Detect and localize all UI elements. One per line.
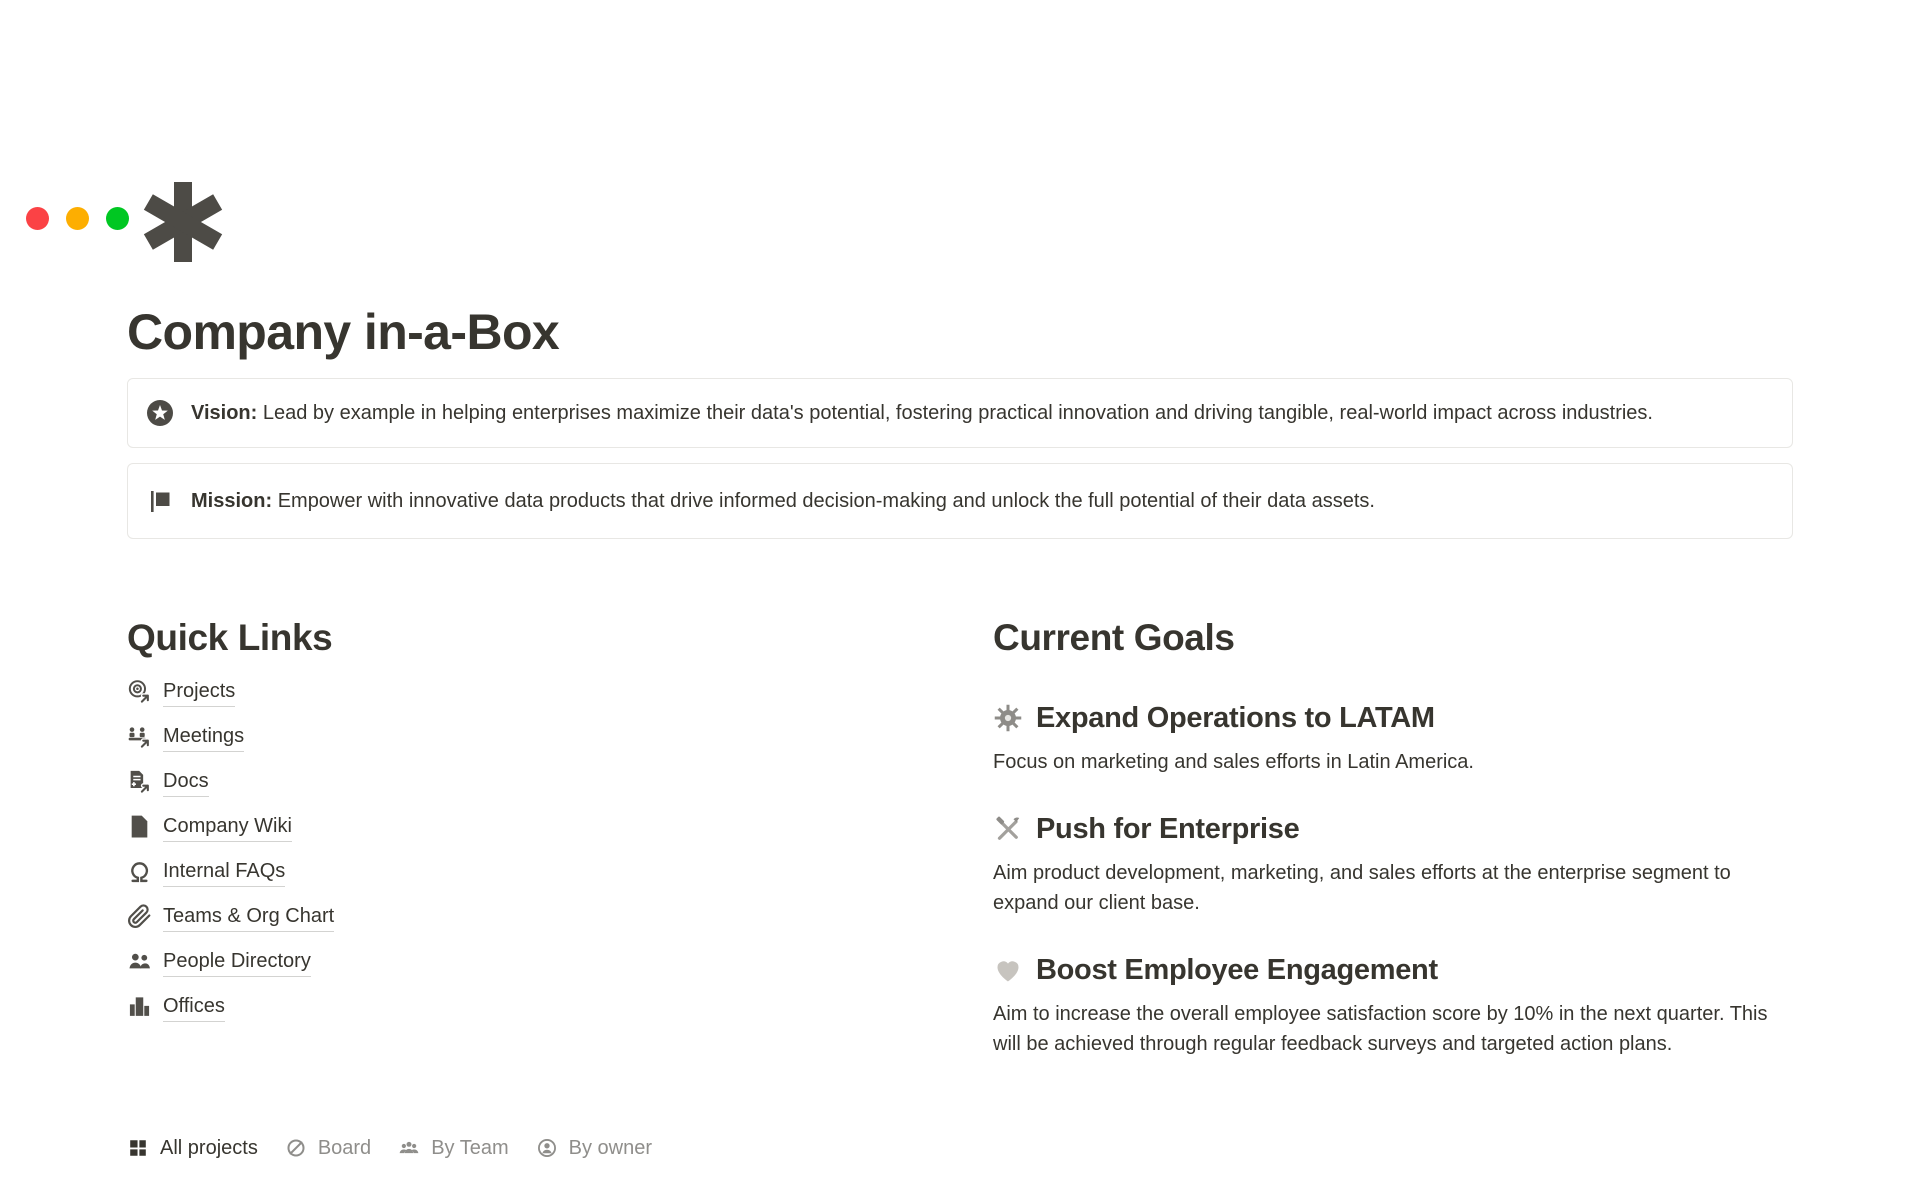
quick-link-label[interactable]: Meetings bbox=[163, 721, 244, 752]
view-tab-label: By Team bbox=[431, 1137, 509, 1159]
vision-callout bbox=[127, 378, 1793, 448]
goal-title-text: Expand Operations to LATAM bbox=[1036, 702, 1435, 734]
goal-boost-engagement bbox=[993, 951, 1793, 989]
quick-link-label[interactable]: Docs bbox=[163, 766, 209, 797]
grid-view-icon bbox=[127, 1137, 149, 1159]
heart-icon bbox=[993, 955, 1023, 985]
team-view-icon bbox=[398, 1137, 420, 1159]
view-tab-board[interactable] bbox=[285, 1134, 371, 1162]
board-view-icon bbox=[285, 1137, 307, 1159]
paperclip-icon bbox=[127, 904, 152, 929]
gear-icon bbox=[993, 703, 1023, 733]
star-circle-icon bbox=[146, 399, 174, 427]
head-profile-icon bbox=[127, 859, 152, 884]
quick-links-heading: Quick Links bbox=[127, 617, 333, 658]
quick-link-label[interactable]: Projects bbox=[163, 676, 235, 707]
quick-link-offices[interactable] bbox=[127, 984, 947, 1029]
view-tab-label: All projects bbox=[160, 1137, 258, 1159]
goal-title-text: Boost Employee Engagement bbox=[1036, 954, 1438, 986]
goal-title-text: Push for Enterprise bbox=[1036, 813, 1300, 845]
page-title[interactable]: Company in-a-Box bbox=[127, 304, 560, 360]
quick-link-internal-faqs[interactable] bbox=[127, 849, 947, 894]
close-window-button[interactable] bbox=[26, 207, 49, 230]
page-icon bbox=[127, 814, 152, 839]
zoom-window-button[interactable] bbox=[106, 207, 129, 230]
quick-link-company-wiki[interactable] bbox=[127, 804, 947, 849]
person-circle-view-icon bbox=[536, 1137, 558, 1159]
mission-text: Mission: Empower with innovative data products that drive informed decision-making and unlock the full potential of their data assets. bbox=[191, 490, 1375, 512]
building-icon bbox=[127, 994, 152, 1019]
page-icon-asterisk[interactable] bbox=[143, 182, 223, 262]
mission-callout bbox=[127, 463, 1793, 539]
quick-link-label[interactable]: Offices bbox=[163, 991, 225, 1022]
two-column-layout bbox=[127, 615, 1793, 1059]
vision-label: Vision: bbox=[191, 402, 258, 424]
quick-link-docs[interactable] bbox=[127, 759, 947, 804]
quick-link-teams-org-chart[interactable] bbox=[127, 894, 947, 939]
quick-link-label[interactable]: People Directory bbox=[163, 946, 311, 977]
goal-push-enterprise bbox=[993, 810, 1793, 848]
view-tab-by-owner[interactable] bbox=[536, 1134, 652, 1162]
view-tab-label: By owner bbox=[568, 1137, 653, 1159]
meeting-link-icon bbox=[127, 724, 152, 749]
quick-link-label[interactable]: Company Wiki bbox=[163, 811, 292, 842]
quick-link-label[interactable]: Teams & Org Chart bbox=[163, 901, 334, 932]
flag-icon bbox=[146, 487, 174, 515]
goal-expand-latam bbox=[993, 699, 1793, 737]
notion-page bbox=[0, 182, 1920, 1189]
goal-description: Aim to increase the overall employee satisfaction score by 10% in the next quarter. This will be achieved through regular feedback surveys and targeted action plans. bbox=[993, 1003, 1768, 1055]
view-tab-by-team[interactable] bbox=[398, 1134, 508, 1162]
current-goals-column bbox=[993, 615, 1793, 1059]
goal-description: Aim product development, marketing, and sales efforts at the enterprise segment to expand our client base. bbox=[993, 862, 1731, 914]
quick-links-list bbox=[127, 669, 947, 1029]
target-link-icon bbox=[127, 679, 152, 704]
goal-description: Focus on marketing and sales efforts in Latin America. bbox=[993, 751, 1474, 773]
quick-link-label[interactable]: Internal FAQs bbox=[163, 856, 285, 887]
minimize-window-button[interactable] bbox=[66, 207, 89, 230]
mission-label: Mission: bbox=[191, 490, 273, 512]
quick-link-projects[interactable] bbox=[127, 669, 947, 714]
window-controls bbox=[26, 207, 129, 230]
vision-text: Vision: Lead by example in helping enterprises maximize their data's potential, fostering practical innovation and driving tangible, real-world impact across industries. bbox=[191, 402, 1653, 424]
current-goals-heading: Current Goals bbox=[993, 617, 1235, 658]
view-tab-label: Board bbox=[317, 1137, 372, 1159]
asterisk-icon bbox=[143, 182, 223, 262]
view-tab-all-projects[interactable] bbox=[127, 1134, 258, 1162]
quick-link-meetings[interactable] bbox=[127, 714, 947, 759]
database-view-tabs bbox=[127, 1129, 1793, 1189]
doc-link-icon bbox=[127, 769, 152, 794]
quick-links-column bbox=[127, 615, 947, 1059]
hammer-wrench-icon bbox=[993, 814, 1023, 844]
quick-link-people-directory[interactable] bbox=[127, 939, 947, 984]
people-icon bbox=[127, 949, 152, 974]
